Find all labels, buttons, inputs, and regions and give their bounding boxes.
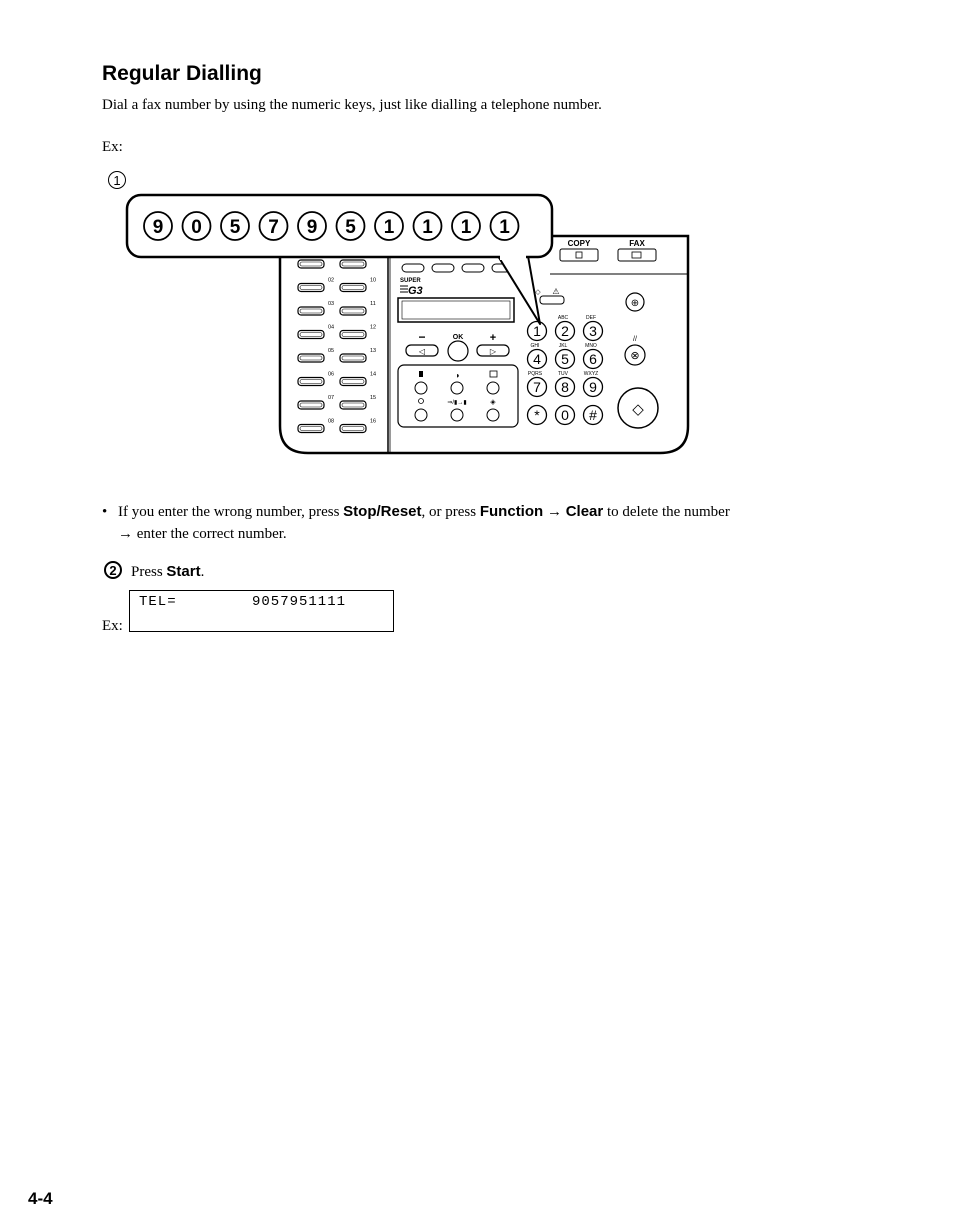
- example-label-2: Ex:: [102, 618, 123, 634]
- copy-mode-label: COPY: [567, 239, 591, 248]
- plus-label: +: [489, 332, 497, 344]
- dial-digit-label: 1: [499, 217, 510, 238]
- dial-digit-label: 1: [383, 217, 395, 238]
- start-icon: ◇: [632, 401, 644, 418]
- step-2-text: Press: [131, 564, 167, 580]
- one-touch-key[interactable]: [340, 378, 366, 386]
- tip-text-2: , or press: [421, 504, 480, 520]
- dial-digit-label: 5: [345, 217, 356, 238]
- keypad-key-label: 1: [533, 323, 541, 339]
- one-touch-key[interactable]: [298, 354, 324, 362]
- resolution-icon: [419, 371, 423, 377]
- density-icon: ◑: [454, 371, 460, 380]
- keypad-letters: MNO: [585, 343, 597, 349]
- keypad-letters: DEF: [586, 315, 596, 321]
- one-touch-number: 05: [327, 348, 335, 354]
- one-touch-number: 13: [369, 348, 377, 354]
- one-touch-key[interactable]: [340, 425, 366, 433]
- keypad-letters: JKL: [558, 343, 568, 349]
- one-touch-key[interactable]: [340, 354, 366, 362]
- intro-paragraph: Dial a fax number by using the numeric keys, just like dialling a telephone number.: [102, 97, 602, 113]
- one-touch-key[interactable]: [298, 307, 324, 315]
- one-touch-number: 15: [369, 395, 377, 401]
- one-touch-key[interactable]: [298, 425, 324, 433]
- dial-digit-label: 9: [152, 217, 164, 238]
- alarm-icon: ⚠: [552, 287, 560, 296]
- page-number: 4-4: [28, 1189, 53, 1208]
- step-2-marker: 2: [104, 561, 122, 579]
- memory-icon: ◇: [535, 289, 541, 296]
- super-g3-logo-text: SUPER: [400, 278, 421, 284]
- settings-button[interactable]: [487, 409, 499, 421]
- density-button[interactable]: [451, 382, 463, 394]
- dial-digit-label: 1: [422, 217, 433, 238]
- keypad-key-label: 6: [589, 351, 597, 367]
- settings-icon: ◈: [490, 399, 496, 406]
- function-button-1[interactable]: [402, 264, 424, 272]
- ok-label: OK: [452, 334, 464, 341]
- resolution-button[interactable]: [415, 382, 427, 394]
- keypad-letters: PQRS: [527, 371, 543, 377]
- lcd-tel-label: TEL=: [139, 594, 177, 610]
- lcd-display: [398, 298, 514, 322]
- svg-text:G3: G3: [408, 285, 423, 297]
- one-touch-number: 08: [327, 418, 335, 425]
- one-touch-key[interactable]: [298, 378, 324, 386]
- fax-mode-label: FAX: [629, 239, 645, 248]
- keypad-key-label: *: [534, 407, 540, 423]
- one-touch-key[interactable]: [340, 307, 366, 315]
- one-touch-number: 14: [369, 371, 377, 378]
- pause-icon: //: [633, 336, 637, 343]
- one-touch-number: 10: [369, 277, 377, 284]
- copy-button[interactable]: [560, 249, 598, 261]
- one-touch-number: 03: [327, 301, 335, 307]
- report-button[interactable]: [487, 382, 499, 394]
- keypad-letters: WXYZ: [583, 371, 599, 377]
- step-1-marker: 1: [108, 171, 126, 189]
- clear-key-name: Clear: [565, 503, 604, 520]
- one-touch-key[interactable]: [298, 331, 324, 339]
- dial-digit-label: 0: [191, 217, 202, 238]
- hook-icon: ⇒/▮→▮: [447, 400, 467, 406]
- tip-text-1: If you enter the wrong number, press: [118, 504, 344, 520]
- one-touch-number: 16: [369, 418, 377, 425]
- keypad-letters: ABC: [557, 315, 569, 321]
- dial-digit-label: 7: [268, 217, 279, 238]
- one-touch-key[interactable]: [340, 260, 366, 268]
- tip-text-4: → enter the correct number.: [118, 526, 287, 542]
- step-2-instruction: [131, 563, 204, 581]
- hook-button[interactable]: [451, 409, 463, 421]
- keypad-letters: GHI: [530, 343, 540, 349]
- dial-digit-label: 9: [306, 217, 318, 238]
- example-label: Ex:: [102, 139, 123, 155]
- redial-button[interactable]: [415, 409, 427, 421]
- dial-digit-label: 5: [229, 217, 241, 238]
- keypad-key-label: 2: [561, 323, 569, 339]
- function-button-3[interactable]: [462, 264, 484, 272]
- stop-icon: ⊗: [630, 350, 640, 362]
- one-touch-key[interactable]: [298, 260, 324, 268]
- one-touch-number: 07: [327, 395, 335, 401]
- one-touch-number: 12: [369, 324, 377, 331]
- one-touch-key[interactable]: [298, 284, 324, 292]
- keypad-key-label: 0: [561, 407, 569, 423]
- one-touch-key[interactable]: [298, 401, 324, 409]
- one-touch-key[interactable]: [340, 331, 366, 339]
- tone-icon: ⊕: [630, 298, 640, 309]
- fax-panel-illustration: [120, 188, 695, 458]
- lcd-example-display: [129, 590, 394, 632]
- one-touch-number: 02: [327, 277, 335, 284]
- keypad-key-label: 5: [561, 351, 569, 367]
- dial-digit-label: 1: [460, 217, 472, 238]
- keypad-key-label: #: [589, 407, 597, 423]
- left-arrow-icon: ◁: [418, 347, 426, 356]
- keypad-key-label: 3: [589, 323, 597, 339]
- keypad-key-label: 4: [533, 351, 541, 367]
- one-touch-key[interactable]: [340, 401, 366, 409]
- function-key-name: Function: [479, 503, 544, 520]
- tip-text-3: to delete the number: [603, 504, 730, 520]
- one-touch-number: 04: [327, 324, 335, 331]
- start-key-name: Start: [166, 563, 201, 580]
- keypad-letters: TUV: [558, 371, 568, 377]
- ok-button[interactable]: [448, 341, 468, 361]
- tip-arrow-1: →: [543, 504, 566, 520]
- one-touch-number: 11: [370, 301, 376, 307]
- keypad-key-label: 9: [589, 379, 597, 395]
- one-touch-number: 06: [327, 371, 335, 378]
- right-arrow-icon: ▷: [489, 347, 497, 356]
- stop-reset-key-name: Stop/Reset: [343, 503, 422, 520]
- tip-note: [102, 501, 842, 545]
- function-button-2[interactable]: [432, 264, 454, 272]
- fax-button[interactable]: [618, 249, 656, 261]
- one-touch-key[interactable]: [340, 284, 366, 292]
- section-title: Regular Dialling: [102, 62, 262, 85]
- keypad-key-label: 7: [533, 379, 541, 395]
- memory-lamp-button[interactable]: [540, 296, 564, 304]
- minus-label: −: [418, 330, 426, 344]
- lcd-dialled-number: 9057951111: [252, 594, 347, 610]
- keypad-key-label: 8: [561, 379, 569, 395]
- step-2-period: .: [200, 564, 205, 580]
- tip-bullet: •: [102, 504, 108, 520]
